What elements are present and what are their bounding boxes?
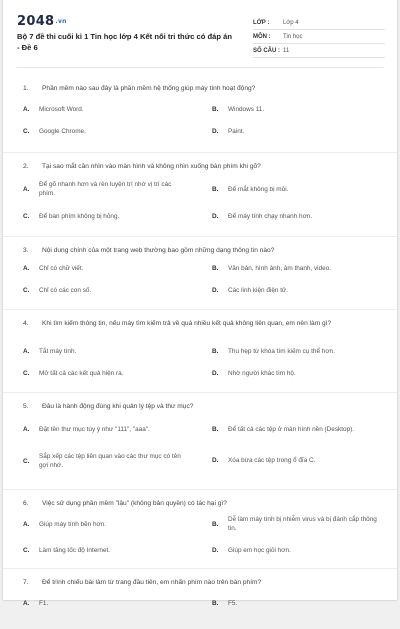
option-letter: A. <box>23 106 30 113</box>
exam-page <box>3 0 397 607</box>
option-letter: C. <box>23 457 30 465</box>
option-text: Để bàn phím không bị hỏng. <box>39 213 120 220</box>
option-letter: C. <box>23 370 30 377</box>
option-text: Thu hẹp từ khóa tìm kiếm cụ thể hơn. <box>228 348 335 355</box>
option-letter: B. <box>212 425 219 433</box>
option-letter: B. <box>212 600 219 607</box>
question-text <box>23 84 377 94</box>
option-letter: B. <box>212 106 219 113</box>
option-text: Để máy tính chạy nhanh hơn. <box>228 213 313 220</box>
option-text: Để mắt không bị mỏi. <box>228 186 289 193</box>
option-c[interactable] <box>23 547 189 556</box>
question-text <box>23 578 377 588</box>
logo-text: 2048 <box>17 14 55 29</box>
option-text: Windows 11. <box>228 106 265 113</box>
question-body: Để trình chiếu bài làm từ trang đầu tiên, em nhấn phím nào trên bàn phím? <box>42 579 262 586</box>
option-d[interactable] <box>212 213 378 222</box>
option-letter: C. <box>23 213 30 220</box>
option-text: Mở tất cả các kết quả hiện ra. <box>39 370 124 377</box>
option-c[interactable] <box>23 128 189 137</box>
option-letter: B. <box>212 265 219 272</box>
option-text: Để gõ nhanh hơn và rèn luyện trí nhớ vị trí các phím. <box>39 181 172 197</box>
option-letter: D. <box>212 287 219 294</box>
question-3 <box>3 237 397 310</box>
option-letter: D. <box>212 128 219 135</box>
option-letter: D. <box>212 213 219 220</box>
question-body: Tại sao mắt cần nhìn vào màn hình và không nhìn xuống bàn phím khi gõ? <box>42 163 261 170</box>
question-number: 4. <box>23 320 29 327</box>
meta-row-subject <box>253 30 385 44</box>
option-text: Chỉ có các con số. <box>39 287 92 294</box>
option-text: Sắp xếp các tệp liên quan vào các thư mục có tên gợi nhớ. <box>39 453 181 469</box>
option-b[interactable] <box>212 106 378 115</box>
meta-key: LỚP : <box>253 19 270 26</box>
meta-value: Tin học <box>283 33 303 40</box>
option-b[interactable] <box>212 186 378 195</box>
option-letter: D. <box>212 547 219 554</box>
question-number: 1. <box>23 85 29 92</box>
option-text: Để tất cả các tệp ở màn hình nền (Desktop). <box>228 425 355 433</box>
meta-row-grade <box>253 16 385 30</box>
option-a[interactable] <box>23 521 189 530</box>
option-c[interactable] <box>23 370 189 379</box>
option-b[interactable] <box>212 265 378 274</box>
question-text <box>23 402 377 412</box>
option-letter: A. <box>23 265 30 272</box>
meta-row-count <box>253 44 385 58</box>
page-title: Bộ 7 đề thi cuối kì 1 Tin học lớp 4 Kết nối tri thức có đáp án - Đề 6 <box>17 32 232 52</box>
option-d[interactable] <box>212 370 378 379</box>
question-6 <box>3 490 397 569</box>
meta-value: 11 <box>283 47 290 54</box>
option-letter: A. <box>23 426 30 433</box>
option-text: Các linh kiện điện tử. <box>228 287 289 294</box>
option-letter: D. <box>212 457 219 464</box>
option-a[interactable] <box>23 181 189 199</box>
option-d[interactable] <box>212 128 378 137</box>
option-a[interactable] <box>23 265 189 274</box>
question-number: 7. <box>23 579 29 586</box>
question-2 <box>3 153 397 237</box>
option-text: Xóa bừa các tệp trong ổ đĩa C. <box>228 457 316 464</box>
option-a[interactable] <box>23 426 189 435</box>
option-text: Google Chrome. <box>39 128 86 135</box>
question-number: 6. <box>23 500 29 507</box>
question-number: 2. <box>23 163 29 170</box>
option-letter: C. <box>23 547 30 554</box>
question-4 <box>3 310 397 393</box>
option-text: Paint. <box>228 128 245 135</box>
option-text: Giúp em học giỏi hơn. <box>228 547 291 554</box>
question-body: Việc sử dụng phần mềm "lậu" (không bản quyền) có tác hại gì? <box>42 500 227 507</box>
question-1 <box>3 75 397 153</box>
question-text <box>23 499 377 509</box>
question-5 <box>3 393 397 490</box>
option-letter: B. <box>212 520 219 528</box>
question-body: Khi tìm kiếm thông tin, nếu máy tìm kiếm trả về quá nhiều kết quả không liên quan, em nên làm gì? <box>42 320 332 327</box>
option-a[interactable] <box>23 600 189 609</box>
logo-suffix: .vn <box>55 18 67 25</box>
option-text: Chỉ có chữ viết. <box>39 265 84 272</box>
option-text: Tắt máy tính. <box>39 348 77 355</box>
option-letter: A. <box>23 185 30 193</box>
option-d[interactable] <box>212 287 378 296</box>
option-text: Đặt tên thư mục tùy ý như "111", "aaa". <box>39 426 150 433</box>
option-letter: A. <box>23 521 30 528</box>
meta-table <box>253 16 385 58</box>
option-letter: B. <box>212 348 219 355</box>
question-text <box>23 246 377 256</box>
option-letter: A. <box>23 348 30 355</box>
option-b[interactable] <box>212 421 368 439</box>
option-text: Nhờ người khác tìm hộ. <box>228 370 296 377</box>
option-c[interactable] <box>23 213 189 222</box>
meta-key: SỐ CÂU : <box>253 47 280 54</box>
option-b[interactable] <box>212 516 380 534</box>
option-a[interactable] <box>23 106 189 115</box>
option-letter: C. <box>23 287 30 294</box>
option-text: Làm tăng tốc độ Internet. <box>39 547 111 554</box>
option-text: Dễ làm máy tính bị nhiễm virus và bị đánh cắp thông tin. <box>228 516 377 532</box>
option-text: F5. <box>228 600 238 607</box>
header <box>17 14 383 58</box>
question-body: Phần mềm nào sau đây là phần mềm hệ thống giúp máy tính hoạt động? <box>42 85 256 92</box>
option-d[interactable] <box>212 457 378 466</box>
option-c[interactable] <box>23 287 189 296</box>
meta-key: MÔN : <box>253 33 271 40</box>
option-d[interactable] <box>212 547 378 556</box>
option-text: Giúp máy tính bền hơn. <box>39 521 107 528</box>
header-divider <box>17 67 383 68</box>
question-body: Nội dung chính của một trang web thường bao gồm những dạng thông tin nào? <box>42 247 275 254</box>
question-text <box>23 162 377 172</box>
option-b[interactable] <box>212 348 378 357</box>
option-letter: A. <box>23 600 30 607</box>
option-c[interactable] <box>23 453 191 471</box>
option-letter: D. <box>212 370 219 377</box>
option-text: F1. <box>39 600 49 607</box>
question-number: 3. <box>23 247 29 254</box>
question-7 <box>3 569 397 629</box>
option-text: Văn bản, hình ảnh, âm thanh, video. <box>228 265 332 272</box>
option-b[interactable] <box>212 600 378 609</box>
option-text: Microsoft Word. <box>39 106 84 113</box>
meta-value: Lớp 4 <box>283 19 299 26</box>
question-text <box>23 319 377 329</box>
question-list <box>3 75 397 629</box>
option-letter: C. <box>23 128 30 135</box>
question-body: Đâu là hành động đúng khi quản lý tệp và thư mục? <box>42 403 194 410</box>
option-letter: B. <box>212 186 219 193</box>
question-number: 5. <box>23 403 29 410</box>
option-a[interactable] <box>23 348 189 357</box>
